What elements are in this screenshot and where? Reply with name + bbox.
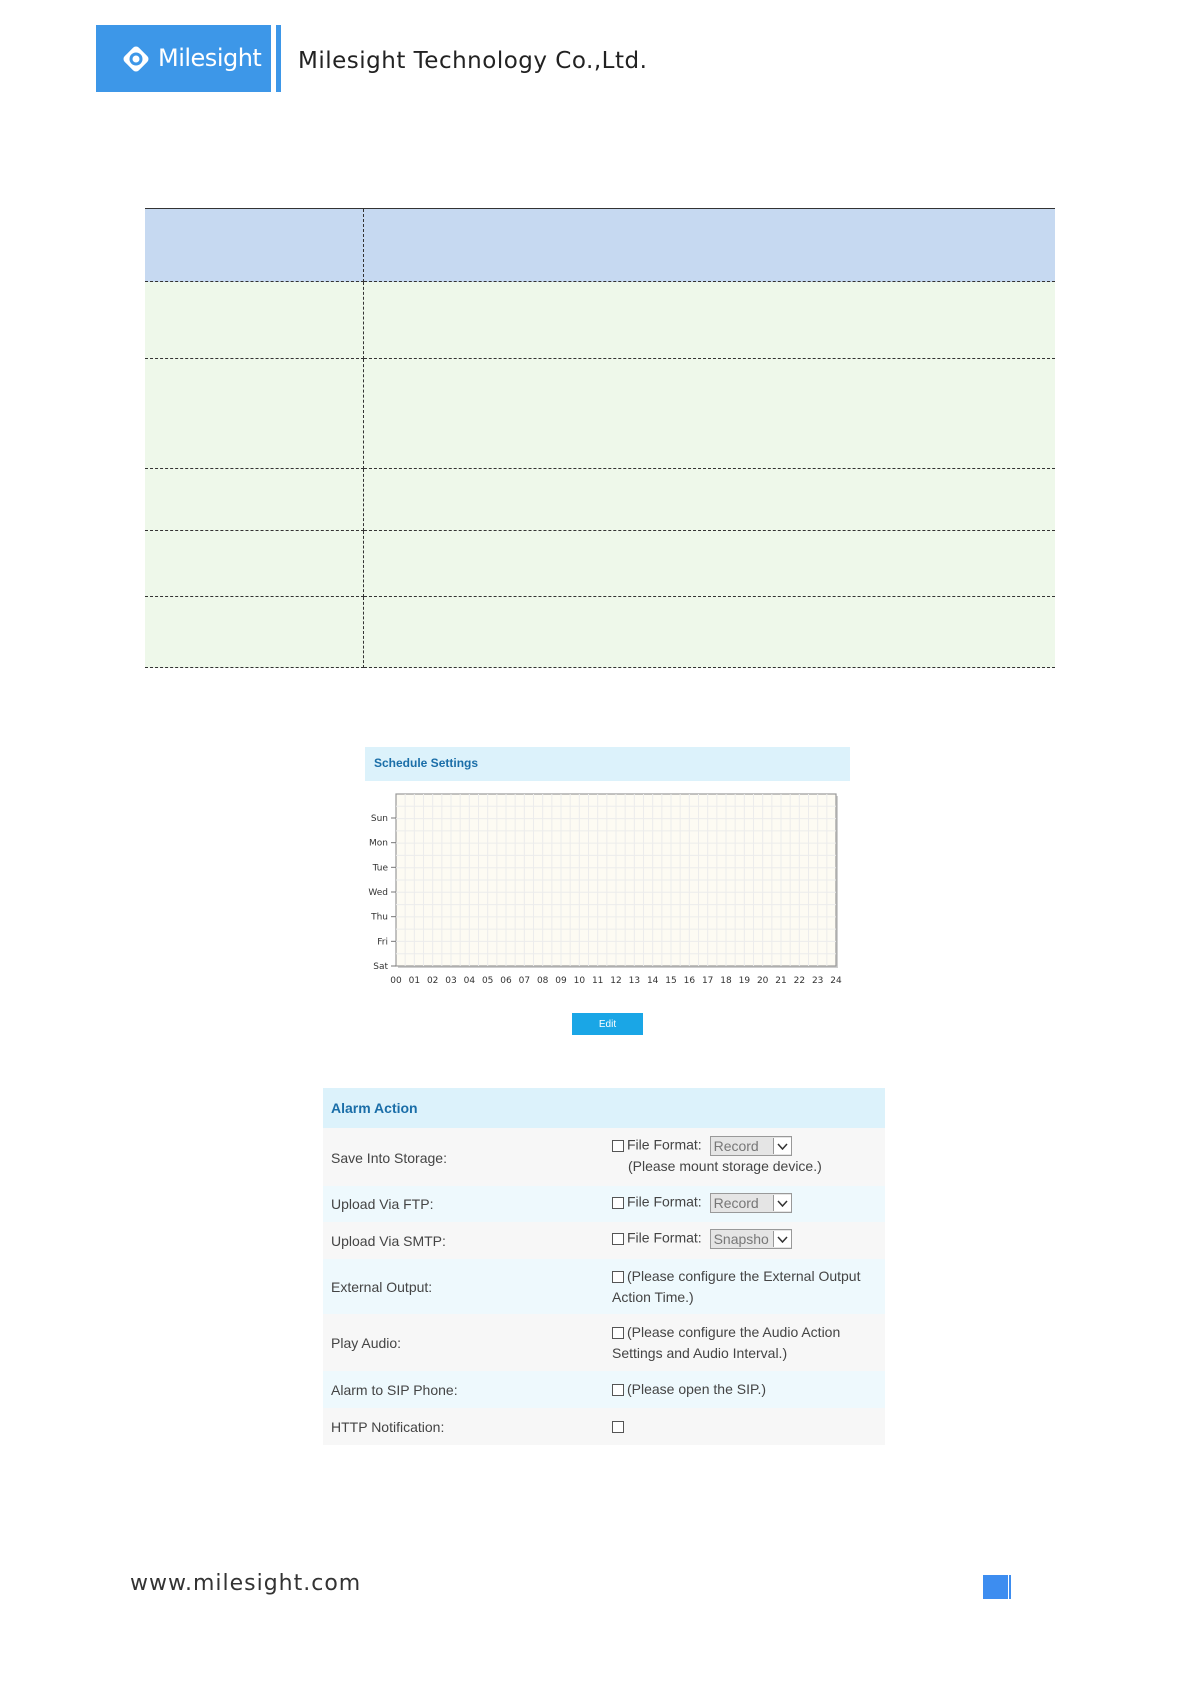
day-label: Thu (371, 912, 388, 923)
select-value: Snapsho (713, 1231, 769, 1247)
hour-label: 05 (481, 976, 494, 986)
save-storage-checkbox[interactable] (612, 1140, 624, 1152)
day-label: Sat (373, 962, 388, 972)
sip-checkbox[interactable] (612, 1384, 624, 1396)
parameter-table (145, 208, 1055, 668)
ftp-checkbox[interactable] (612, 1197, 624, 1209)
alarm-row-http (323, 1408, 885, 1445)
http-checkbox[interactable] (612, 1421, 624, 1433)
footer-url: www.milesight.com (130, 1571, 362, 1596)
hour-label: 01 (408, 976, 421, 986)
play-audio-note-cont: Settings and Audio Interval.) (612, 1345, 788, 1361)
table-cell (364, 531, 1056, 597)
header-divider (276, 25, 281, 92)
day-label: Tue (372, 863, 388, 874)
hour-label: 11 (591, 976, 604, 986)
chevron-down-icon (773, 1195, 791, 1211)
table-cell (145, 359, 364, 469)
external-output-note: (Please configure the External Output (627, 1268, 861, 1284)
hour-label: 24 (830, 976, 842, 986)
hour-label: 14 (646, 976, 659, 986)
hour-label: 10 (573, 976, 586, 986)
table-row (145, 359, 1055, 469)
chevron-down-icon (773, 1231, 791, 1247)
table-cell (364, 469, 1056, 531)
hour-label: 09 (555, 976, 567, 986)
save-storage-format-select[interactable] (710, 1136, 792, 1156)
alarm-action-title: Alarm Action (331, 1100, 418, 1116)
hour-label: 12 (610, 976, 622, 986)
alarm-row-label: Save Into Storage: (331, 1150, 447, 1166)
page-marker (983, 1575, 1008, 1599)
alarm-row-label: Alarm to SIP Phone: (331, 1382, 458, 1398)
table-cell (364, 359, 1056, 469)
alarm-row-control (612, 1379, 766, 1400)
edit-button[interactable]: Edit (572, 1013, 643, 1035)
table-row (145, 597, 1055, 668)
table-header-cell (364, 209, 1056, 282)
hour-label: 16 (683, 976, 696, 986)
smtp-format-select[interactable] (710, 1229, 792, 1249)
alarm-row-control (612, 1418, 627, 1434)
table-cell (364, 597, 1056, 668)
hour-label: 00 (390, 976, 402, 986)
alarm-action-panel (323, 1088, 885, 1445)
alarm-row-smtp (323, 1222, 885, 1259)
select-value: Record (713, 1138, 759, 1154)
table-row (145, 469, 1055, 531)
hour-label: 02 (426, 976, 439, 986)
schedule-settings-header (365, 747, 850, 781)
alarm-action-header (323, 1088, 885, 1128)
play-audio-note: (Please configure the Audio Action (627, 1324, 841, 1340)
sip-note: (Please open the SIP.) (627, 1381, 767, 1397)
chevron-down-icon (773, 1138, 791, 1154)
table-cell (145, 469, 364, 531)
table-row (145, 282, 1055, 359)
hour-label: 07 (518, 976, 531, 986)
alarm-row-label: External Output: (331, 1279, 433, 1295)
alarm-row-ftp (323, 1186, 885, 1222)
table-cell (145, 531, 364, 597)
day-label: Mon (369, 838, 388, 849)
schedule-grid[interactable] (360, 790, 850, 995)
external-output-checkbox[interactable] (612, 1271, 624, 1283)
external-output-note-cont: Action Time.) (612, 1289, 694, 1305)
hour-label: 13 (628, 976, 641, 986)
alarm-row-control (612, 1229, 792, 1249)
day-label: Fri (377, 937, 388, 948)
alarm-row-label: HTTP Notification: (331, 1419, 445, 1435)
select-value: Record (713, 1195, 759, 1211)
schedule-settings-title: Schedule Settings (374, 756, 479, 770)
file-format-label: File Format: (627, 1136, 702, 1153)
alarm-row-label: Upload Via FTP: (331, 1196, 434, 1212)
hour-label: 03 (445, 976, 457, 986)
alarm-row-sip (323, 1371, 885, 1408)
file-format-label: File Format: (627, 1229, 702, 1246)
hour-label: 08 (536, 976, 549, 986)
company-name: Milesight Technology Co.,Ltd. (298, 48, 648, 74)
alarm-row-play-audio (323, 1314, 885, 1371)
hour-label: 20 (756, 976, 769, 986)
hour-label: 23 (811, 976, 824, 986)
alarm-row-control (612, 1193, 792, 1213)
table-cell (364, 282, 1056, 359)
alarm-row-external-output (323, 1259, 885, 1314)
smtp-checkbox[interactable] (612, 1233, 624, 1245)
logo (96, 25, 271, 92)
hour-label: 18 (720, 976, 732, 986)
hour-label: 04 (463, 976, 476, 986)
milesight-logo-icon (120, 43, 152, 75)
alarm-row-label: Play Audio: (331, 1335, 402, 1351)
table-cell (145, 282, 364, 359)
table-cell (145, 597, 364, 668)
hour-label: 22 (793, 976, 806, 986)
table-row (145, 531, 1055, 597)
alarm-row-control (612, 1266, 860, 1308)
storage-note: (Please mount storage device.) (628, 1158, 822, 1174)
page-marker-bar (1009, 1575, 1011, 1599)
alarm-row-control (612, 1322, 840, 1364)
alarm-row-control (612, 1136, 822, 1177)
file-format-label: File Format: (627, 1193, 702, 1210)
day-label: Wed (368, 888, 388, 898)
alarm-row-label: Upload Via SMTP: (331, 1233, 446, 1249)
hour-label: 06 (500, 976, 512, 986)
hour-label: 19 (738, 976, 751, 986)
table-header-row (145, 209, 1055, 282)
day-label: Sun (370, 814, 388, 824)
play-audio-checkbox[interactable] (612, 1327, 624, 1339)
alarm-row-save-storage (323, 1128, 885, 1186)
logo-text: Milesight (158, 44, 262, 72)
hour-label: 15 (665, 976, 677, 986)
hour-label: 21 (775, 976, 787, 986)
ftp-format-select[interactable] (710, 1193, 792, 1213)
table-header-cell (145, 209, 364, 282)
hour-label: 17 (701, 976, 714, 986)
